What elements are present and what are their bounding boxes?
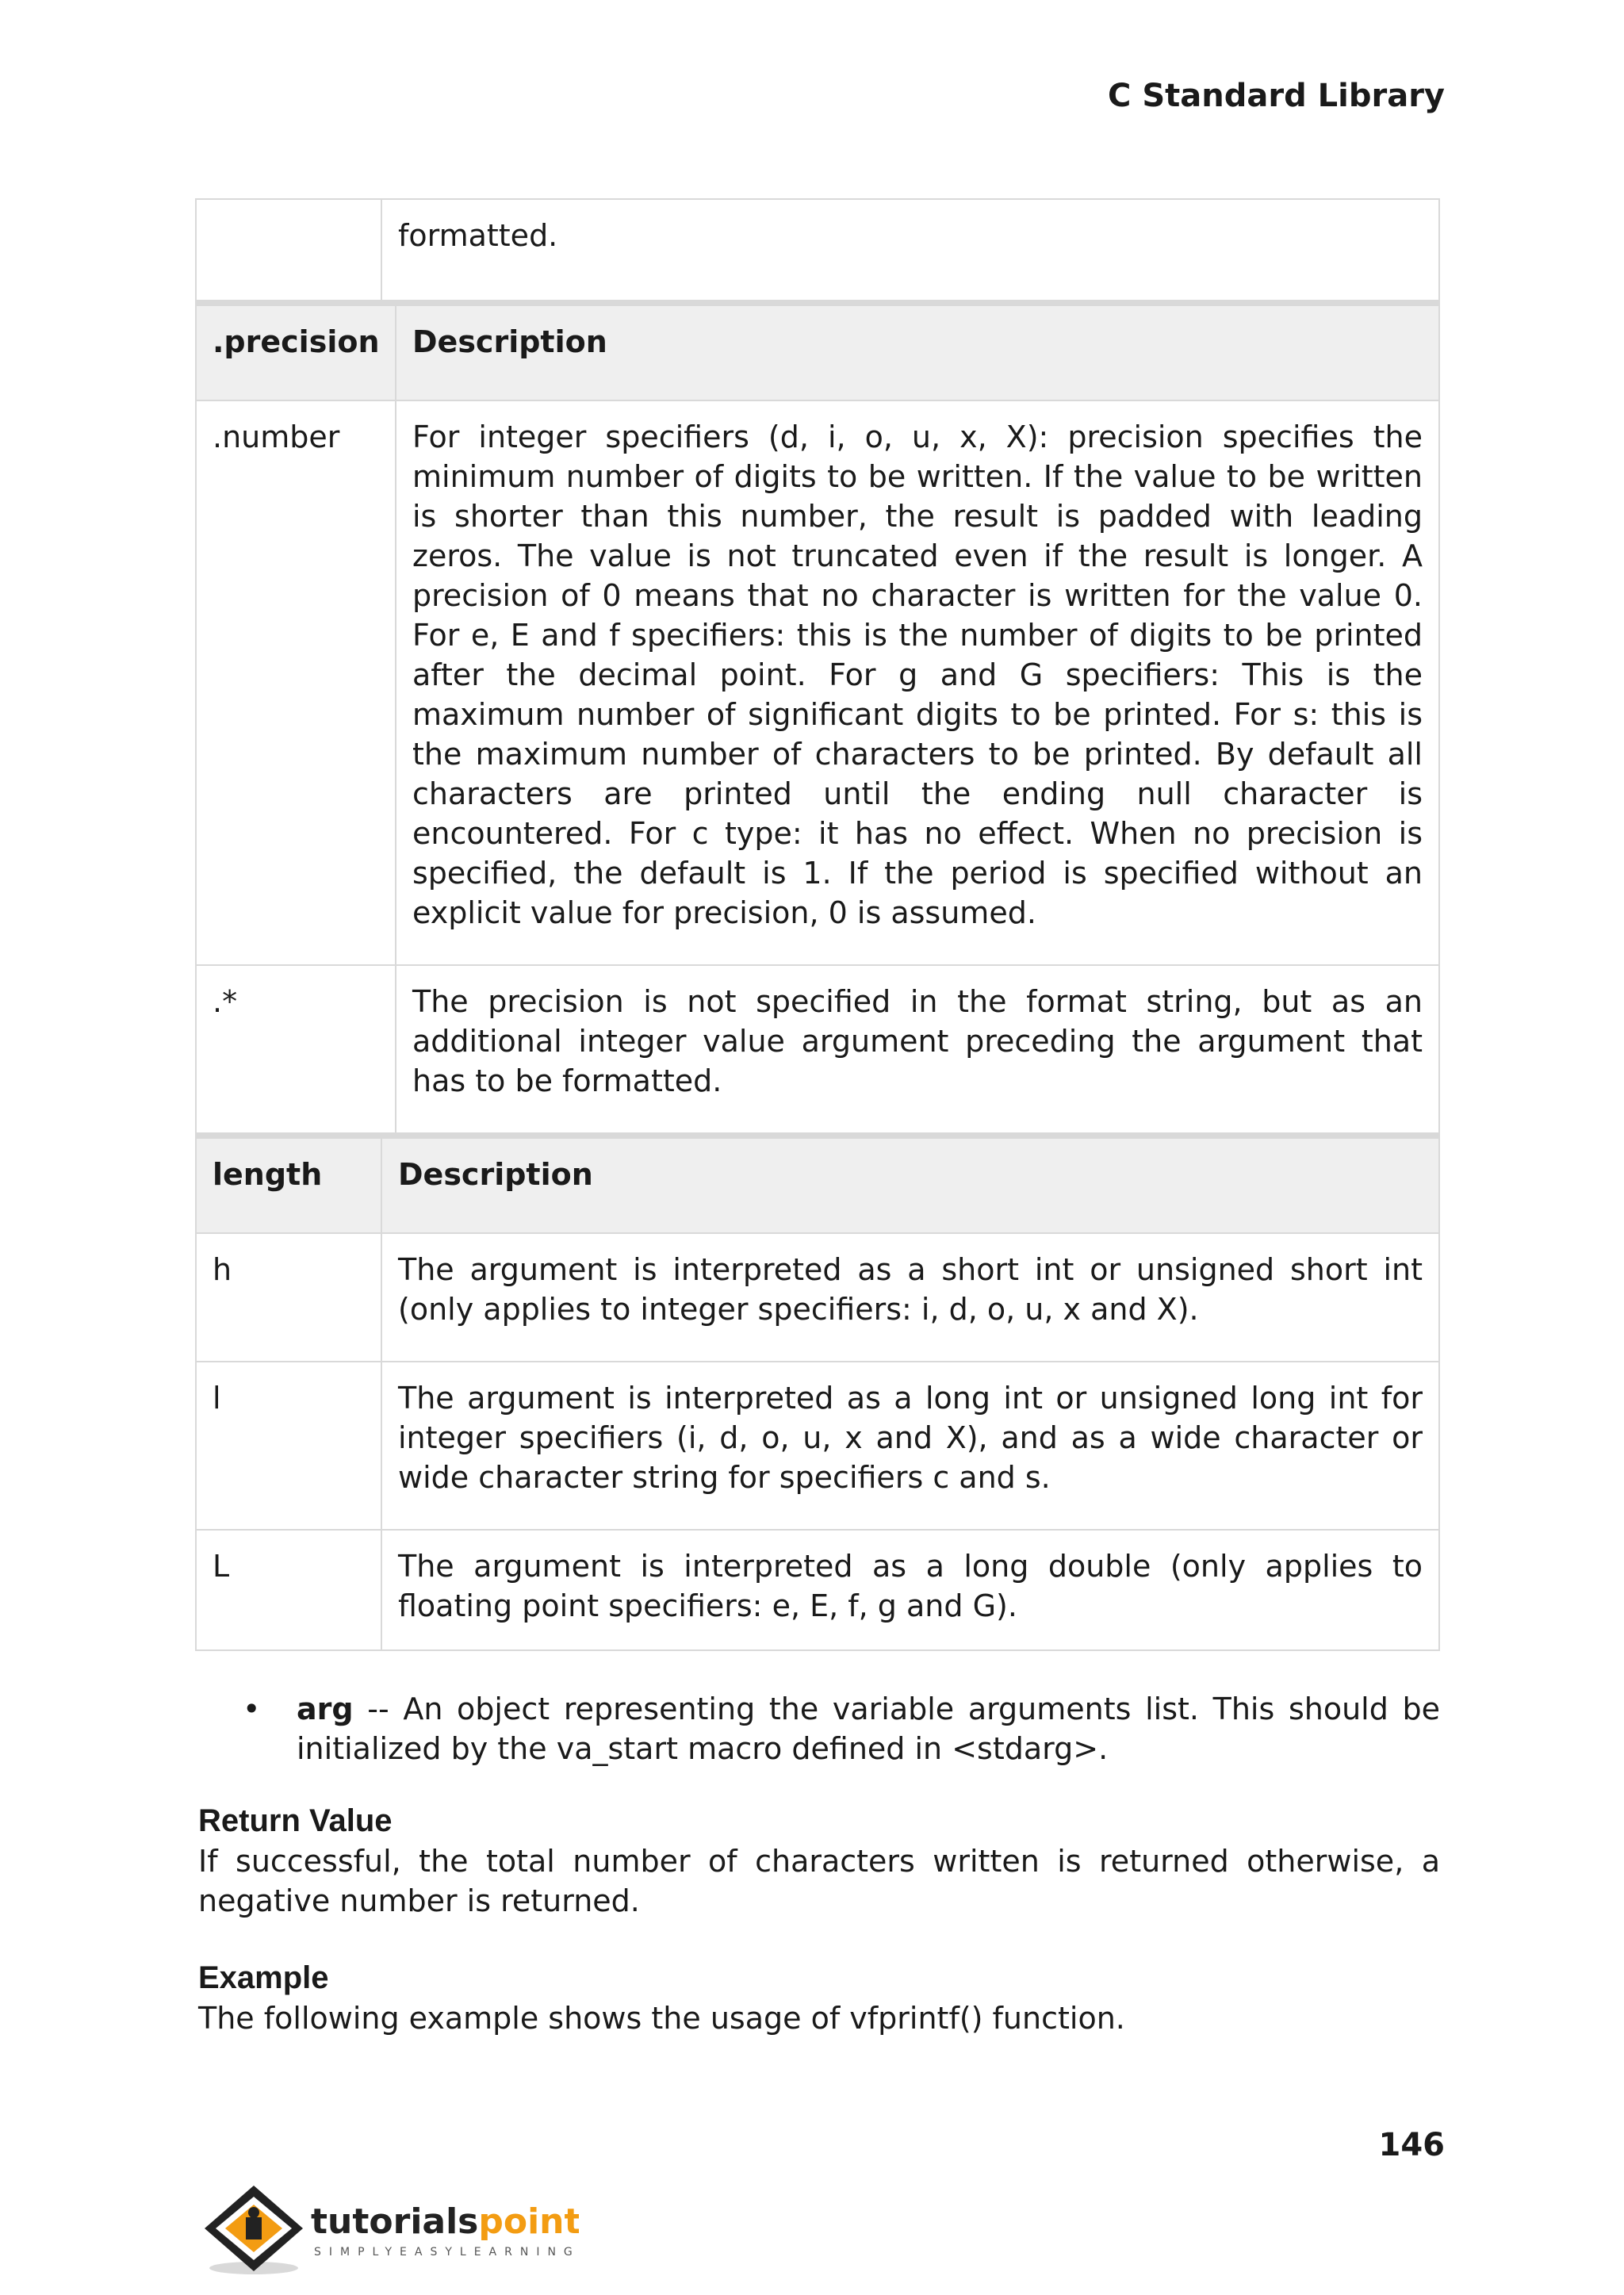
section-text: If successful, the total number of characters written is returned otherwise, a negative number is returned. [198, 1844, 1440, 1918]
table-row [195, 198, 1440, 301]
table-header-row-precision [195, 301, 1440, 401]
bullet-term: arg [297, 1692, 354, 1726]
table-cell-key: L [197, 1531, 382, 1649]
table-row [195, 966, 1440, 1134]
table-cell-key: h [197, 1234, 382, 1361]
arg-bullet-item [243, 1689, 1440, 1768]
logo-icon [198, 2182, 579, 2278]
bullet-icon: • [243, 1692, 261, 1726]
table-cell-key: .number [197, 401, 396, 964]
section-heading: Example [198, 1960, 329, 1995]
table-header-cell: Description [398, 1157, 593, 1192]
bullet-text [297, 1689, 1440, 1768]
return-value-section [198, 1800, 1440, 1921]
page-header-title: C Standard Library [1108, 78, 1445, 114]
table-cell-description: The argument is interpreted as a long int or unsigned long int for integer specifiers (i, d, o, u, x and X), and as a wide character or wide character string for specifiers c and s. [398, 1381, 1423, 1495]
format-specifier-table [195, 198, 1440, 1651]
logo-text: tutorialspoint [311, 2201, 579, 2242]
bullet-description: -- An object representing the variable arguments list. This should be initialized by the va_start macro defined in <stdarg>. [297, 1692, 1440, 1766]
table-row [195, 1234, 1440, 1362]
logo-tagline: SIMPLYEASYLEARNING [314, 2246, 579, 2259]
table-row [195, 1531, 1440, 1651]
table-cell-description: The argument is interpreted as a long double (only applies to floating point specifiers: e, E, f, g and G). [398, 1549, 1423, 1623]
table-header-cell: Description [412, 324, 607, 359]
section-text: The following example shows the usage of vfprintf() function. [198, 2001, 1125, 2036]
table-cell-description: The precision is not specified in the format string, but as an additional integer value argument preceding the argument that has to be formatted. [412, 984, 1423, 1098]
section-heading: Return Value [198, 1803, 393, 1838]
table-row [195, 401, 1440, 966]
table-row [195, 1362, 1440, 1531]
page-number: 146 [1378, 2127, 1445, 2163]
tutorialspoint-logo [198, 2182, 579, 2278]
table-cell-description: For integer specifiers (d, i, o, u, x, X): precision specifies the minimum number of digits to be written. If the value to be written is shorter than this number, the result is padded with leading zeros. The value is not truncated even if the result is longer. A precision of 0 means that no character is written for the value 0. For e, E and f specifiers: this is the number of digits to be printed after the decimal point. For g and G specifiers: This is the maximum number of significant digits to be printed. For s: this is the maximum number of characters to be printed. By default all characters are printed until the ending null character is encountered. For c type: it has no effect. When no precision is specified, the default is 1. If the period is specified without an explicit value for precision, 0 is assumed. [412, 420, 1423, 930]
table-header-cell: .precision [197, 306, 396, 400]
example-section [198, 1957, 1440, 2038]
table-cell-description: The argument is interpreted as a short int or unsigned short int (only applies to integer specifiers: i, d, o, u, x and X). [398, 1252, 1423, 1327]
table-cell-key: .* [197, 966, 396, 1132]
table-header-row-length [195, 1134, 1440, 1234]
table-cell-description: formatted. [398, 218, 558, 253]
table-cell-key: l [197, 1362, 382, 1529]
table-header-cell: length [197, 1139, 382, 1232]
table-cell-key [197, 200, 382, 300]
